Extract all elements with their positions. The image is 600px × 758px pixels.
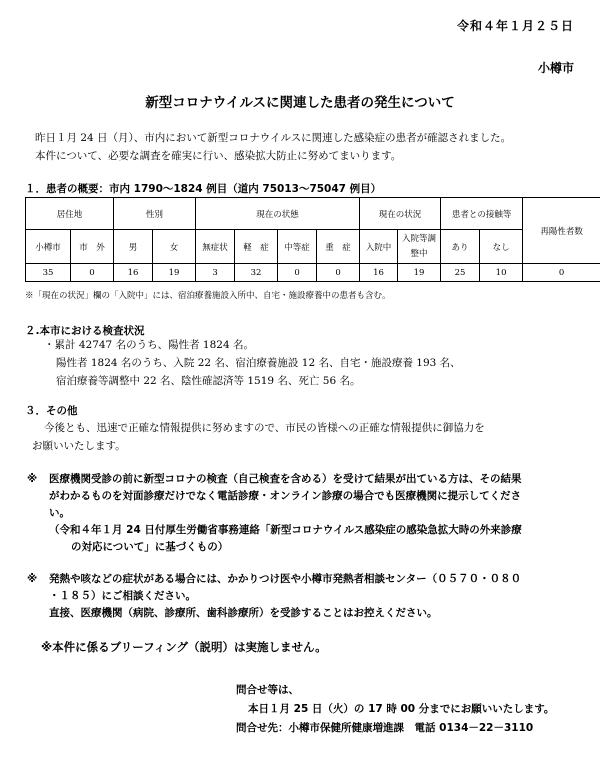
sub-contact-yes: あり (441, 230, 480, 264)
value-male: 16 (114, 264, 153, 282)
issuer-city: 小樽市 (537, 61, 574, 75)
value-adjusting: 19 (398, 264, 441, 282)
contact-lead: 問合せ等は、 (236, 684, 299, 696)
intro-line: 昨日１月 24 日（月）、市内において新型コロナウイルスに関連した感染症の患者が確認されました。 (35, 132, 512, 144)
sub-severe: 重 症 (317, 230, 360, 264)
medical-notice-line: 医療機関受診の前に新型コロナの検査（自己検査を含める）を受けて結果が出ている方は、その結果 (49, 473, 522, 485)
section3-heading: ３．その他 (25, 405, 78, 417)
value-contact-yes: 25 (441, 264, 480, 282)
medical-notice (27, 471, 522, 556)
section2-line: 宿泊療養等調整中 22 名、陰性確認済等 1519 名、死亡 56 名。 (56, 375, 361, 387)
sub-female: 女 (153, 230, 196, 264)
patient-summary-table (25, 197, 600, 282)
contact-deadline: 本日１月 25 日（火）の 17 時 00 分までにお願いいたします。 (248, 703, 555, 715)
section1-heading: １．患者の概要：市内 1790～1824 例目（道内 75013～75047 例目） (25, 183, 382, 195)
sub-male: 男 (114, 230, 153, 264)
table-group-header-row (26, 198, 600, 230)
value-hospitalized: 16 (360, 264, 398, 282)
table-note: ※「現在の状況」欄の「入院中」には、宿泊療養施設入所中、自宅・施設療養中の患者も含む。 (25, 291, 391, 301)
table-sub-header-row (26, 230, 600, 264)
header-repositive: 再陽性者数 (523, 198, 600, 264)
header-current-condition: 現在の状態 (196, 198, 360, 230)
sub-otaru: 小樽市 (26, 230, 71, 264)
medical-notice-line: い。 (49, 507, 70, 519)
notice-mark: ※ (27, 573, 38, 585)
value-moderate: 0 (278, 264, 317, 282)
notice-mark: ※ (27, 473, 38, 485)
header-residence: 居住地 (26, 198, 114, 230)
intro-paragraph (35, 129, 511, 165)
value-female: 19 (153, 264, 196, 282)
value-outside: 0 (71, 264, 114, 282)
sub-moderate: 中等症 (278, 230, 317, 264)
value-asymptomatic: 3 (196, 264, 235, 282)
section2-line: ・累計 42747 名のうち、陽性者 1824 名。 (44, 339, 254, 351)
contact-info: 問合せ先：小樽市保健所健康増進課 電話 0134－22－3110 (236, 722, 534, 734)
value-severe: 0 (317, 264, 360, 282)
contact-block (236, 681, 554, 738)
sub-asymptomatic: 無症状 (196, 230, 235, 264)
fever-notice (27, 571, 521, 622)
sub-contact-no: なし (480, 230, 523, 264)
sub-hospitalized: 入院中 (360, 230, 398, 264)
section3-line: お願いいたします。 (32, 440, 126, 452)
intro-line: 本件について、必要な調査を確実に行い、感染拡大防止に努めてまいります。 (35, 150, 402, 162)
section2-heading: ２.本市における検査状況 (25, 325, 145, 337)
value-repositive: 0 (523, 264, 600, 282)
fever-notice-line: 直接、医療機関（病院、診療所、歯科診療所）を受診することはお控えください。 (49, 607, 438, 619)
section2-line: 陽性者 1824 名のうち、入院 22 名、宿泊療養施設 12 名、自宅・施設療養 193 名、 (56, 357, 461, 369)
sub-mild: 軽 症 (235, 230, 278, 264)
fever-notice-line: 発熱や咳などの症状がある場合には、かかりつけ医や小樽市発熱者相談センター（０５７０・０８０ (49, 573, 522, 585)
value-contact-no: 10 (480, 264, 523, 282)
section2-body (44, 336, 461, 390)
header-current-status: 現在の状況 (360, 198, 441, 230)
medical-notice-line: の対応について」に基づくもの） (71, 541, 229, 553)
value-otaru: 35 (26, 264, 71, 282)
sub-outside: 市 外 (71, 230, 114, 264)
section3-line: 今後とも、迅速で正確な情報提供に努めますので、市民の皆様への正確な情報提供に御協力を (44, 422, 485, 434)
medical-notice-line: がわかるものを対面診療だけでなく電話診療・オンライン診療の場合でも医療機関に提示してくださ (49, 490, 522, 502)
medical-notice-line: （令和４年１月 24 日付厚生労働省事務連絡「新型コロナウイルス感染症の感染急拡大時の外来診療 (49, 524, 522, 536)
header-contact: 患者との接触等 (441, 198, 523, 230)
section3-body (32, 419, 485, 455)
sub-adjusting: 入院等調整中 (398, 230, 441, 264)
document-date: 令和４年１月２５日 (456, 19, 574, 33)
document-title: 新型コロナウイルスに関連した患者の発生について (145, 95, 455, 111)
briefing-notice: ※本件に係るブリーフィング（説明）は実施しません。 (41, 640, 327, 654)
fever-notice-line: ・１８５）にご相談ください。 (49, 590, 196, 602)
header-sex: 性別 (114, 198, 196, 230)
table-row (26, 264, 600, 282)
value-mild: 32 (235, 264, 278, 282)
